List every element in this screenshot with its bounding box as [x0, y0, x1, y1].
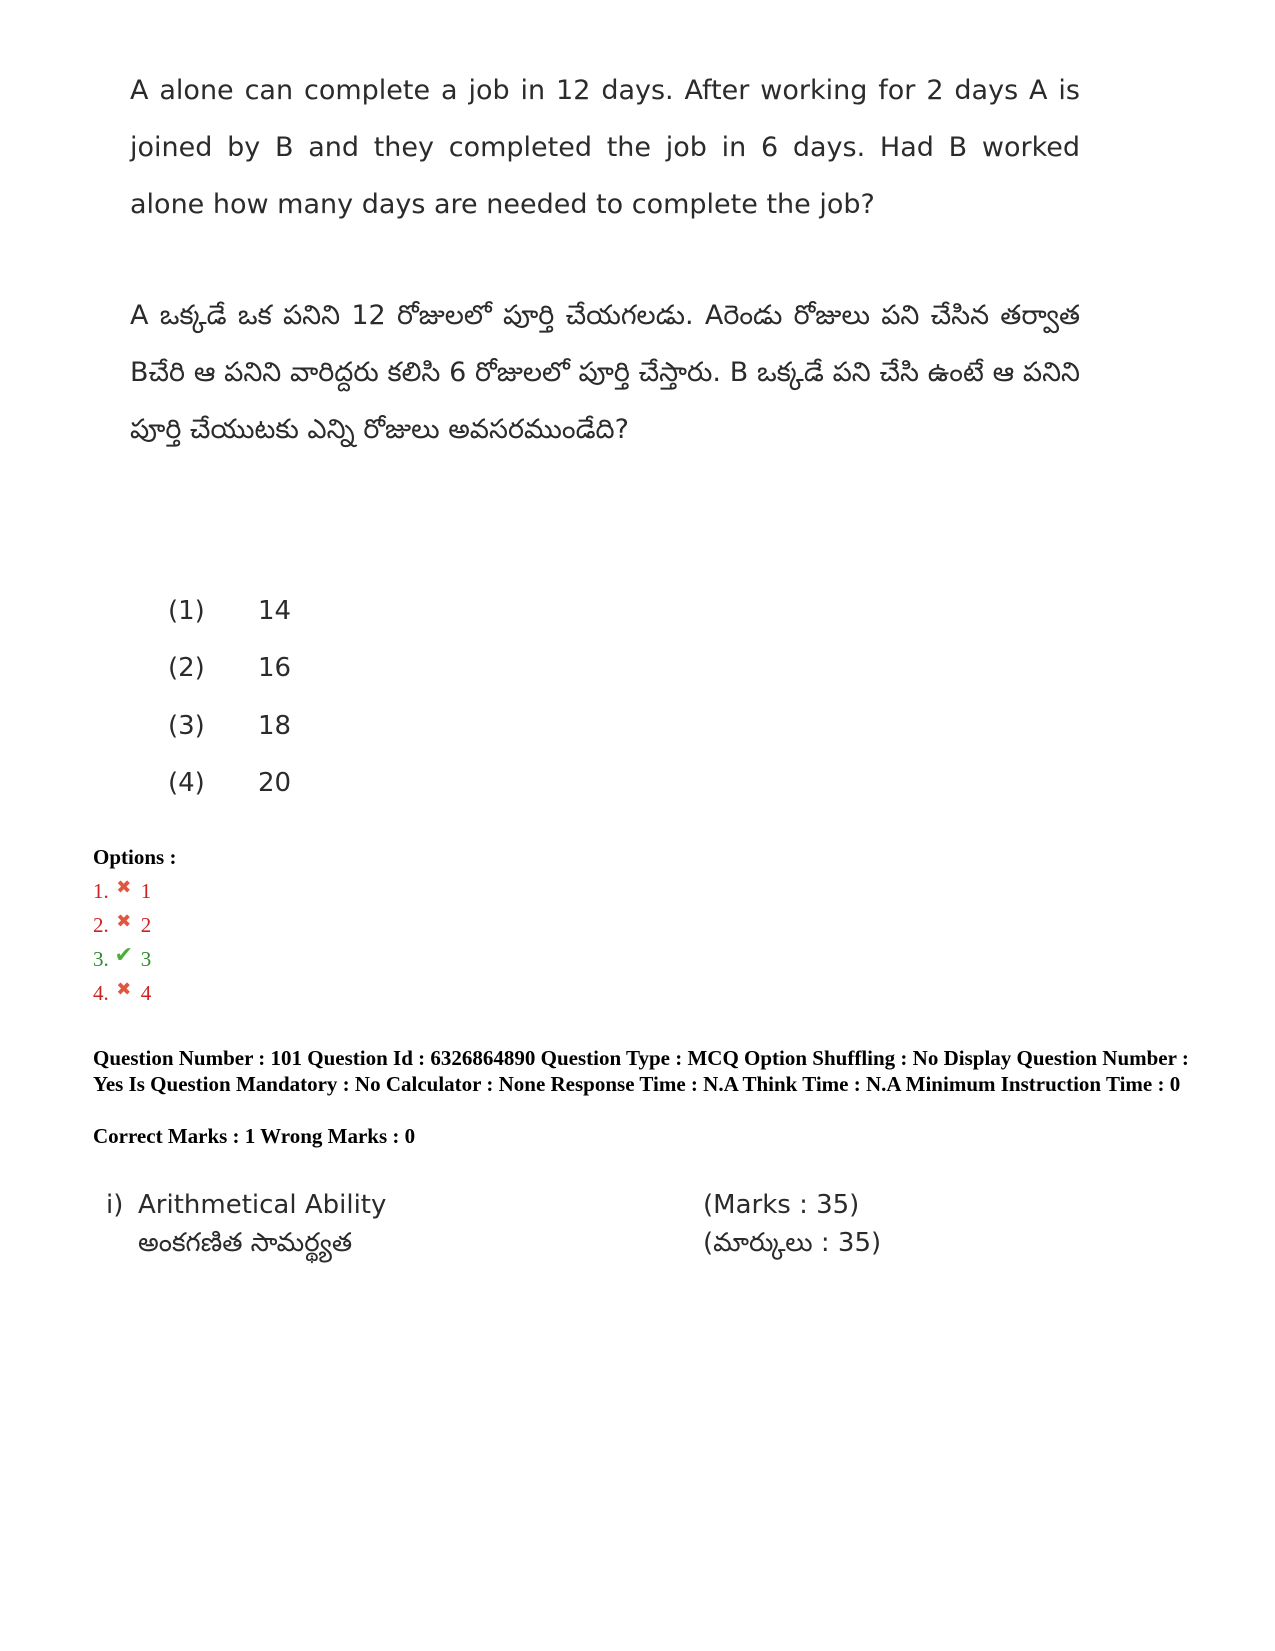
marks-info: Correct Marks : 1 Wrong Marks : 0 — [93, 1124, 416, 1148]
option-index: 1. — [93, 879, 109, 903]
option-index: 3. — [93, 947, 109, 971]
choice-value: 18 — [258, 710, 292, 741]
choice-4 — [168, 755, 291, 813]
choice-number: (1) — [168, 595, 205, 626]
option-1 — [93, 874, 176, 908]
option-label: 3 — [140, 947, 152, 971]
option-label: 2 — [140, 913, 152, 937]
check-icon: ✔ — [114, 942, 133, 967]
question-text-english: A alone can complete a job in 12 days. After working for 2 days A is joined by B and they completed the job in 6 days. Had B worked alone how many days are needed to complete the job? — [130, 75, 1080, 220]
section-marks-english: (Marks : 35) — [703, 1190, 860, 1220]
choice-2 — [168, 640, 291, 698]
choice-value: 14 — [258, 595, 292, 626]
option-label: 4 — [140, 981, 152, 1005]
section-header — [106, 1186, 906, 1262]
cross-icon: ✖ — [116, 979, 132, 999]
option-index: 2. — [93, 913, 109, 937]
answer-choices — [168, 582, 291, 812]
section-index: i) — [106, 1190, 124, 1220]
cross-icon: ✖ — [116, 877, 132, 897]
option-label: 1 — [140, 879, 152, 903]
choice-3 — [168, 697, 291, 755]
section-title-english: Arithmetical Ability — [138, 1190, 387, 1220]
options-heading: Options : — [93, 845, 177, 869]
choice-number: (4) — [168, 768, 205, 799]
choice-1 — [168, 582, 291, 640]
question-text-telugu: A ఒక్కడే ఒక పనిని 12 రోజులలో పూర్తి చేయగలడు. Aరెండు రోజులు పని చేసిన తర్వాత Bచేరి ఆ పనిని వారిద్దరు కలిసి 6 రోజులలో పూర్తి చేస్తారు. B ఒక్కడే పని చేసి ఉంటే ఆ పనిని పూర్తి చేయుటకు ఎన్ని రోజులు అవసరముండేది? — [130, 300, 1080, 445]
section-title-telugu: అంకగణిత సామర్థ్యత — [138, 1228, 353, 1258]
section-marks-telugu: (మార్కులు : 35) — [703, 1228, 882, 1258]
question-metadata: Question Number : 101 Question Id : 6326864890 Question Type : MCQ Option Shuffling : No Display Question Number : Yes Is Question Mandatory : No Calculator : None Response Time : N.A Think Time : N.A Minimum Instruction Time : 0 — [93, 1046, 1189, 1096]
options-list — [93, 840, 176, 1010]
choice-value: 16 — [258, 653, 292, 684]
cross-icon: ✖ — [116, 911, 132, 931]
option-2 — [93, 908, 176, 942]
option-index: 4. — [93, 981, 109, 1005]
choice-value: 20 — [258, 768, 292, 799]
choice-number: (3) — [168, 710, 205, 741]
option-4 — [93, 976, 176, 1010]
choice-number: (2) — [168, 653, 205, 684]
option-3 — [93, 942, 176, 976]
